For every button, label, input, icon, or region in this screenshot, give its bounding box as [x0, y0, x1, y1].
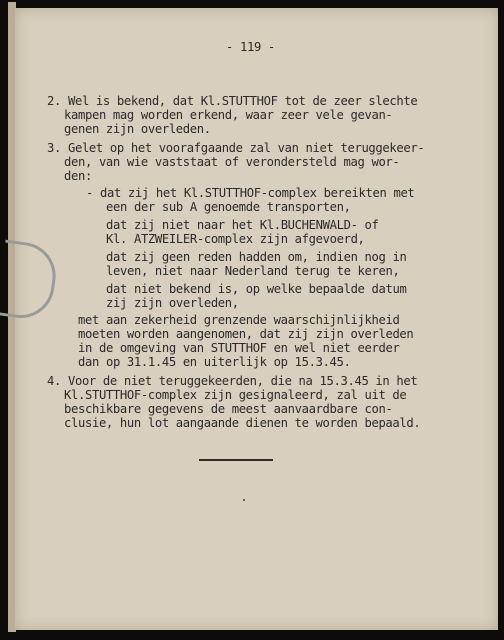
item2-line: genen zijn overleden. — [64, 122, 211, 136]
item3-bullet-line: Kl. ATZWEILER-complex zijn afgevoerd, — [106, 232, 365, 246]
item3-bullet-line: dat zij niet naar het Kl.BUCHENWALD- of — [106, 218, 379, 232]
item3-bullet-line: - dat zij het Kl.STUTTHOF-complex bereikten met — [86, 186, 415, 200]
item3-bullet-line: dat niet bekend is, op welke bepaalde datum — [106, 282, 407, 296]
item4-line: Kl.STUTTHOF-complex zijn gesignaleerd, zal uit de — [64, 388, 407, 402]
item3-bullet-line: leven, niet naar Nederland terug te keren, — [106, 264, 400, 278]
item3-intro-line: den, van wie vaststaat of verondersteld mag wor- — [64, 155, 400, 169]
item3-bullet-line: zij zijn overleden, — [106, 296, 239, 310]
ink-speck — [243, 499, 245, 501]
item2-line: 2. Wel is bekend, dat Kl.STUTTHOF tot de zeer slechte — [47, 94, 418, 108]
item4-line: 4. Voor de niet teruggekeerden, die na 15.3.45 in het — [47, 374, 418, 388]
item4-line: beschikbare gegevens de meest aanvaardbare con- — [64, 402, 393, 416]
closing-rule — [199, 459, 273, 461]
page-number: - 119 - — [226, 40, 275, 54]
item3-conclusion-line: met aan zekerheid grenzende waarschijnlijkheid — [78, 313, 400, 327]
item3-conclusion-line: in de omgeving van STUTTHOF en wel niet eerder — [78, 341, 400, 355]
item3-bullet-line: een der sub A genoemde transporten, — [106, 200, 351, 214]
item3-intro-line: den: — [64, 169, 92, 183]
item4-line: clusie, hun lot aangaande dienen te worden bepaald. — [64, 416, 421, 430]
item3-conclusion-line: dan op 31.1.45 en uiterlijk op 15.3.45. — [78, 355, 351, 369]
item3-bullet-line: dat zij geen reden hadden om, indien nog in — [106, 250, 407, 264]
item2-line: kampen mag worden erkend, waar zeer vele gevan- — [64, 108, 393, 122]
item3-conclusion-line: moeten worden aangenomen, dat zij zijn overleden — [78, 327, 414, 341]
item3-intro-line: 3. Gelet op het voorafgaande zal van niet teruggekeer- — [47, 141, 425, 155]
